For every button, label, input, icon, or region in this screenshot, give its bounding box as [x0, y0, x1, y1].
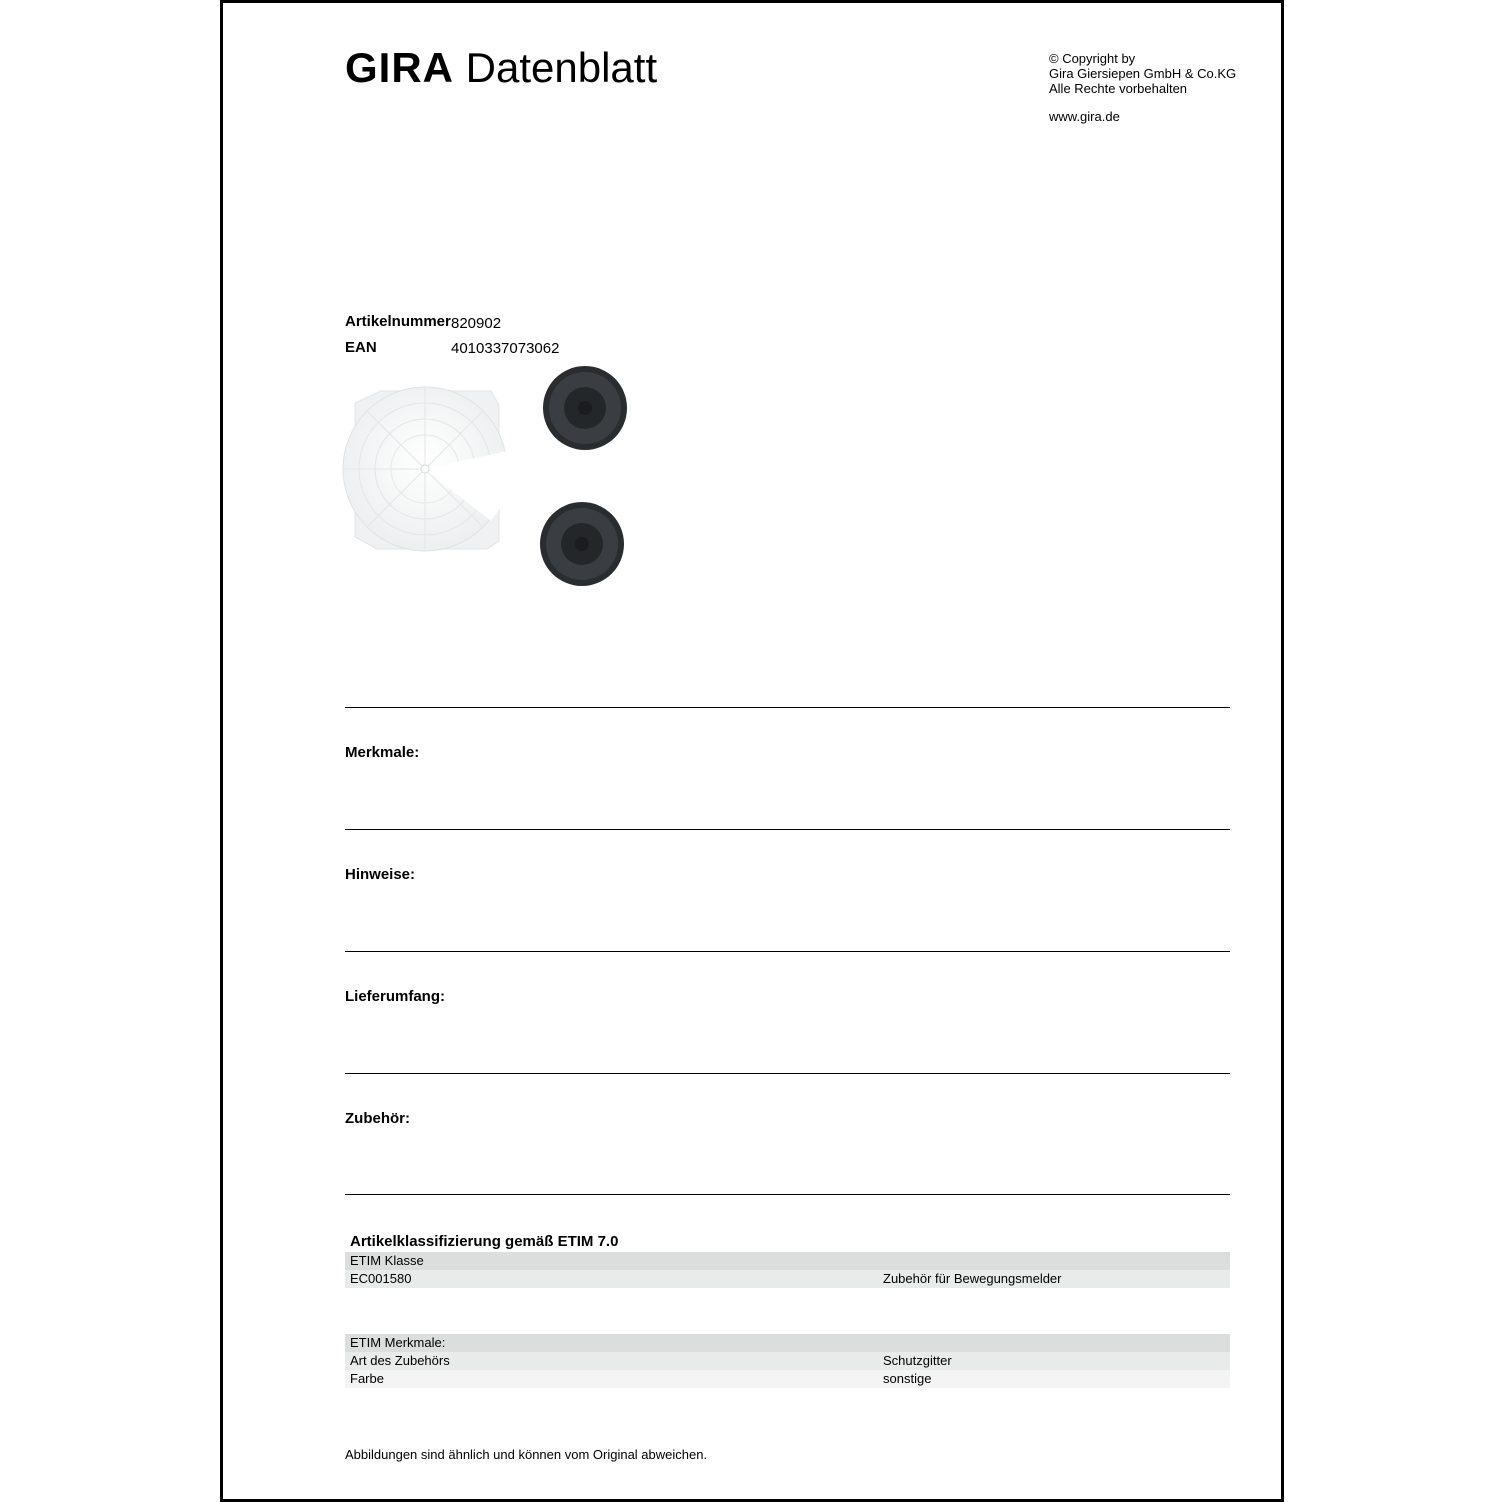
feature-name: Farbe [350, 1371, 384, 1386]
disclaimer-note: Abbildungen sind ähnlich und können vom Original abweichen. [345, 1447, 708, 1462]
etim-title: Artikelklassifizierung gemäß ETIM 7.0 [350, 1233, 619, 1250]
brand-logo: GIRA [345, 44, 454, 91]
divider [345, 951, 1230, 952]
copyright-line: © Copyright by [1049, 51, 1136, 66]
divider [345, 829, 1230, 830]
etim-class-name: Zubehör für Bewegungsmelder [883, 1271, 1062, 1286]
section-hinweise: Hinweise: [345, 866, 416, 883]
section-merkmale: Merkmale: [345, 744, 420, 761]
datasheet-page [220, 0, 1284, 1502]
article-number-label: Artikelnummer [345, 313, 451, 330]
feature-value: Schutzgitter [883, 1353, 952, 1368]
white-protective-shield-image [343, 387, 509, 551]
etim-class-header-row [345, 1252, 1230, 1270]
section-lieferumfang: Lieferumfang: [345, 988, 446, 1005]
table-row [345, 1370, 1230, 1388]
divider [345, 1194, 1230, 1195]
black-rubber-cap-image [543, 366, 627, 450]
table-row [345, 1270, 1230, 1288]
divider [345, 1073, 1230, 1074]
company-name: Gira Giersiepen GmbH & Co.KG [1049, 66, 1237, 81]
brand-title [345, 44, 658, 91]
document-type: Datenblatt [465, 44, 658, 91]
ean-value: 4010337073062 [451, 340, 560, 357]
divider [345, 707, 1230, 708]
feature-name: Art des Zubehörs [350, 1353, 450, 1368]
etim-features-header-row [345, 1334, 1230, 1352]
ean-label: EAN [345, 339, 377, 356]
product-images [341, 361, 641, 601]
etim-class-header: ETIM Klasse [350, 1253, 424, 1268]
rights-line: Alle Rechte vorbehalten [1049, 81, 1188, 96]
article-number-value: 820902 [451, 315, 502, 332]
etim-class-code: EC001580 [350, 1271, 412, 1286]
copyright-block [1049, 51, 1236, 96]
table-row [345, 1352, 1230, 1370]
etim-features-header: ETIM Merkmale: [350, 1335, 446, 1350]
website-link[interactable]: www.gira.de [1049, 109, 1120, 124]
feature-value: sonstige [883, 1371, 932, 1386]
section-zubehoer: Zubehör: [345, 1110, 410, 1127]
black-rubber-cap-image [540, 502, 624, 586]
